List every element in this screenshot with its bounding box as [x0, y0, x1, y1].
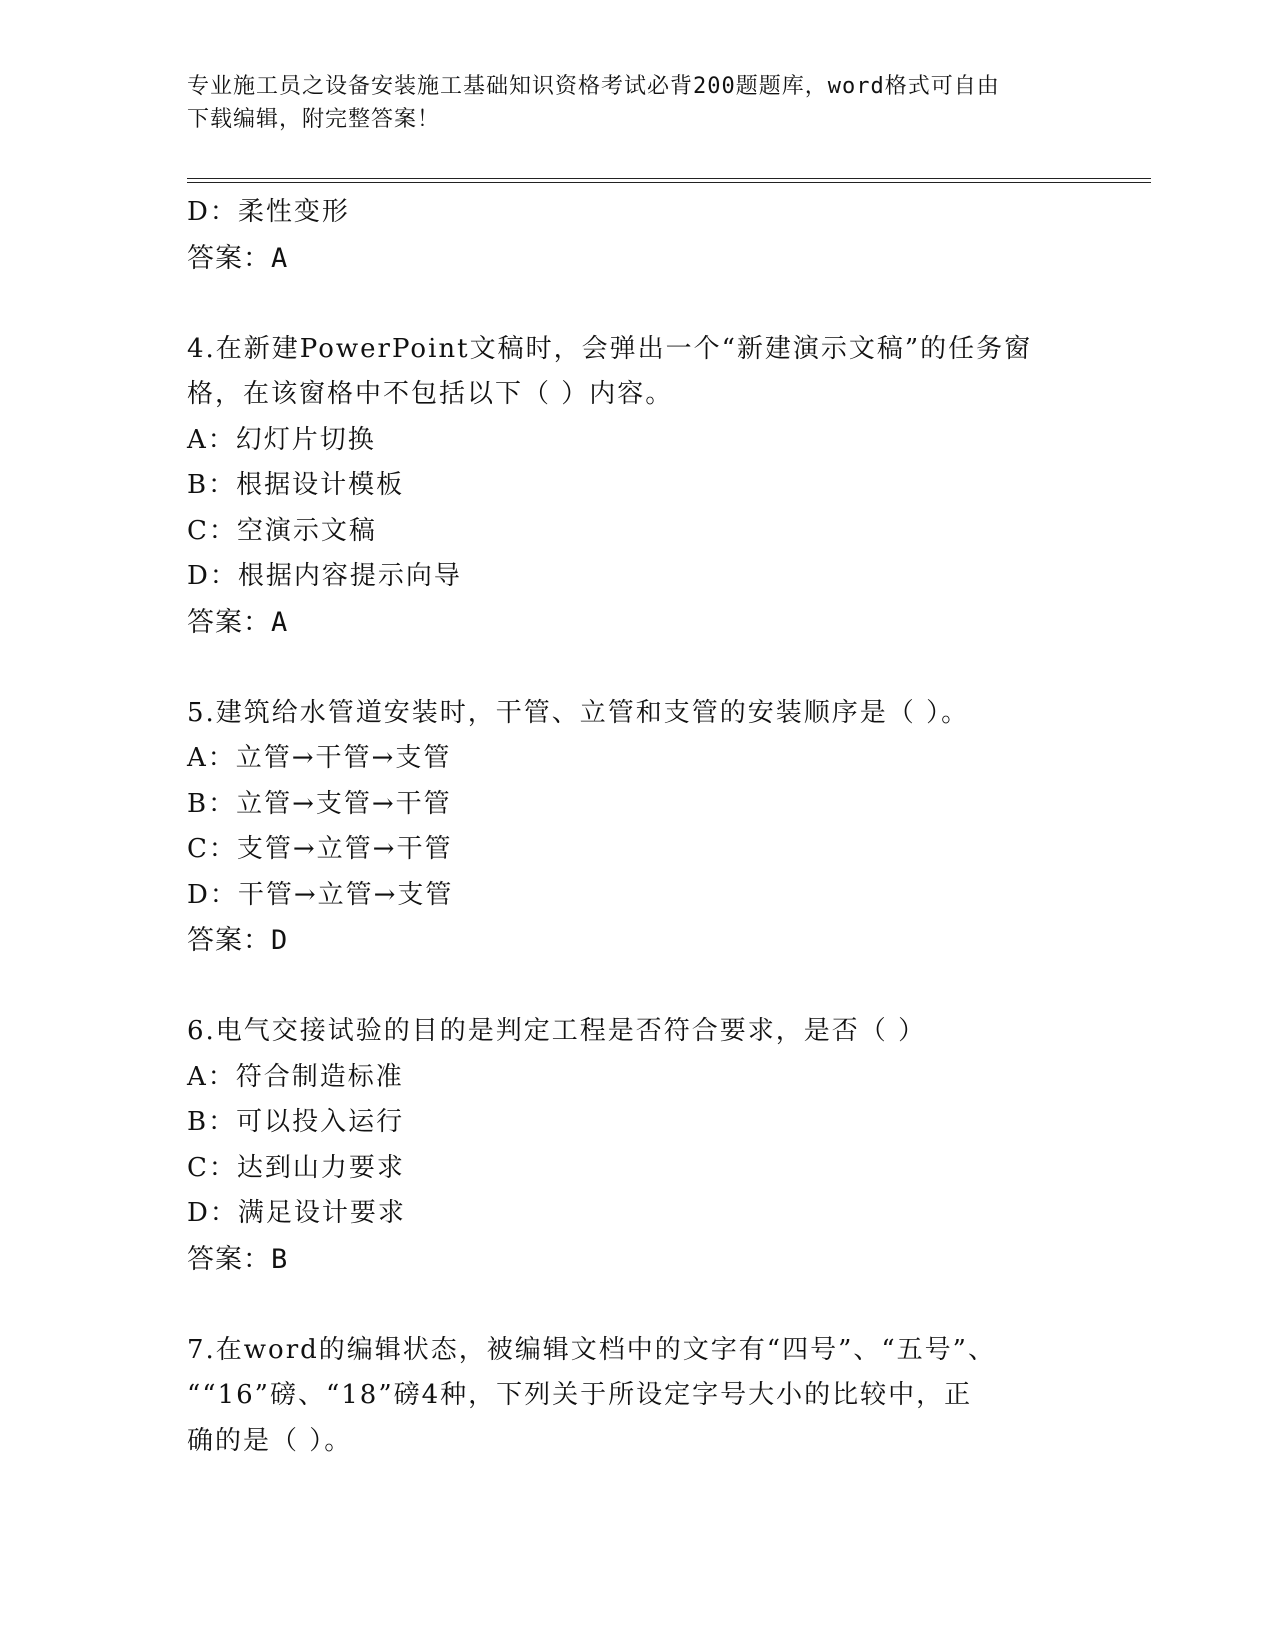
option-a: A：幻灯片切换: [187, 424, 376, 455]
answer: 答案：D: [187, 925, 289, 956]
header-divider-bottom: [187, 182, 1151, 183]
option-d: D：柔性变形: [187, 197, 350, 227]
question-4: [187, 327, 1087, 646]
header-title-line-2: 下载编辑，附完整答案！: [187, 107, 441, 132]
option-a: A：立管→干管→支管: [187, 743, 452, 773]
answer: 答案：B: [187, 1243, 289, 1275]
question-gap: [187, 964, 1087, 1010]
option-b: B：立管→支管→干管: [187, 788, 452, 819]
answer: 答案：A: [187, 242, 289, 274]
option-d: D：根据内容提示向导: [187, 561, 462, 591]
question-gap: [187, 1282, 1087, 1328]
question-gap: [187, 645, 1087, 691]
header-title-line-1: 专业施工员之设备安装施工基础知识资格考试必背200题题库，word格式可自由: [187, 74, 1000, 99]
header-divider-top: [187, 178, 1151, 179]
question-stem: 6.电气交接试验的目的是判定工程是否符合要求，是否（ ）: [187, 1016, 927, 1046]
question-7: [187, 1328, 1087, 1465]
option-d: D：满足设计要求: [187, 1198, 406, 1228]
question-gap: [187, 281, 1087, 327]
question-stem: 5.建筑给水管道安装时，干管、立管和支管的安装顺序是（ ）。: [187, 697, 970, 728]
option-b: B：可以投入运行: [187, 1107, 405, 1137]
option-d: D：干管→立管→支管: [187, 879, 454, 910]
option-c: C：达到山力要求: [187, 1152, 405, 1183]
question-stem: 确的是（ ）。: [187, 1425, 353, 1456]
document-header: [187, 70, 1087, 136]
option-a: A：符合制造标准: [187, 1061, 404, 1092]
option-c: C：空演示文稿: [187, 515, 377, 546]
question-6: [187, 1009, 1087, 1282]
question-list: [187, 190, 1087, 1464]
question-5: [187, 691, 1087, 964]
question-stem: 7.在word的编辑状态，被编辑文档中的文字有“四号”、“五号”、: [187, 1334, 996, 1365]
answer: 答案：A: [187, 606, 289, 638]
option-c: C：支管→立管→干管: [187, 834, 453, 864]
question-stem: ““16”磅、“18”磅4种，下列关于所设定字号大小的比较中，正: [187, 1380, 973, 1410]
question-stem: 4.在新建PowerPoint文稿时，会弹出一个“新建演示文稿”的任务窗: [187, 333, 1033, 364]
question-stem: 格，在该窗格中不包括以下（ ）内容。: [187, 379, 674, 409]
option-b: B：根据设计模板: [187, 470, 405, 500]
